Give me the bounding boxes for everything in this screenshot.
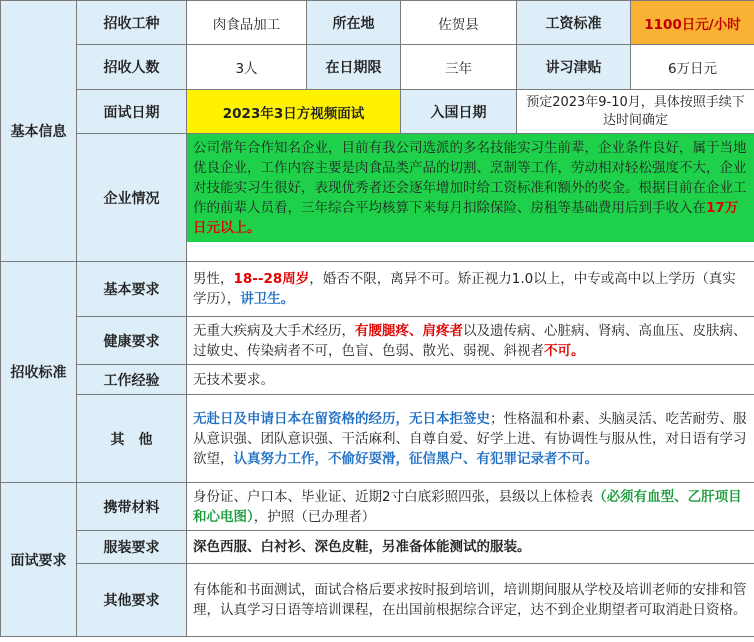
medical-items-note: （必须有血型、乙肝项目和心电图）: [193, 488, 742, 525]
dress-label: 服装要求: [77, 531, 187, 564]
count-label: 招收人数: [77, 45, 187, 90]
other-req-label: 其 他: [77, 395, 187, 483]
experience-label: 工作经验: [77, 365, 187, 395]
visa-history-note: 无赴日及申请日本在留资格的经历，无日本拒签史: [193, 410, 490, 427]
dress-text: 深色西服、白衬衫、深色皮鞋，另准备体能测试的服装。: [187, 531, 754, 564]
job-type-value: 肉食品加工: [187, 1, 307, 45]
other-req-text: 无赴日及申请日本在留资格的经历，无日本拒签史；性格温和朴素、头脑灵活、吃苦耐劳、服从意识强、团队意识强、干活麻利、自尊自爱、好学上进、有协调性与服从性，对日语有学习欲望，认真努力工作，不偷好耍滑，征信黑户、有犯罪记录者不可。: [187, 395, 754, 483]
entry-date-label: 入国日期: [401, 90, 517, 134]
interview-date-label: 面试日期: [77, 90, 187, 134]
allowance-label: 讲习津贴: [517, 45, 631, 90]
health-req-label: 健康要求: [77, 317, 187, 365]
job-type-label: 招收工种: [77, 1, 187, 45]
income-highlight: 17万日元以上。: [193, 200, 739, 236]
materials-text: 身份证、户口本、毕业证、近期2寸白底彩照四张，县级以上体检表（必须有血型、乙肝项目和心电图），护照（已办理者）: [187, 483, 754, 531]
basic-req-label: 基本要求: [77, 262, 187, 317]
term-value: 三年: [401, 45, 517, 90]
conduct-note: 认真努力工作，不偷好耍滑，征信黑户、有犯罪记录者不可。: [233, 450, 598, 467]
allowance-value: 6万日元: [631, 45, 754, 90]
company-label: 企业情况: [77, 134, 187, 262]
count-value: 3人: [187, 45, 307, 90]
pain-condition: 有腰腿疼、肩疼者: [355, 322, 463, 339]
experience-text: 无技术要求。: [187, 365, 754, 395]
section-interview-req: 面试要求: [1, 483, 77, 637]
section-basic-info: 基本信息: [1, 1, 77, 262]
section-recruit-standard: 招收标准: [1, 262, 77, 483]
location-label: 所在地: [307, 1, 401, 45]
interview-date-value: 2023年3日方视频面试: [187, 90, 401, 134]
wage-label: 工资标准: [517, 1, 631, 45]
age-range: 18--28周岁: [233, 271, 310, 287]
other-interview-label: 其他要求: [77, 564, 187, 637]
materials-label: 携带材料: [77, 483, 187, 531]
not-allowed: 不可。: [544, 342, 585, 359]
basic-req-text: 男性，18--28周岁，婚否不限，离异不可。矫正视力1.0以上，中专或高中以上学历（真实学历），讲卫生。: [187, 262, 754, 317]
wage-value: 1100日元/小时: [631, 1, 754, 45]
location-value: 佐贺县: [401, 1, 517, 45]
entry-date-value: 预定2023年9-10月，具体按照手续下达时间确定: [517, 90, 754, 134]
other-interview-text: 有体能和书面测试，面试合格后要求按时报到培训，培训期间服从学校及培训老师的安排和管理，认真学习日语等培训课程，在出国前根据综合评定，达不到企业期望者可取消赴日资格。: [187, 564, 754, 637]
term-label: 在日期限: [307, 45, 401, 90]
company-description: 公司常年合作知名企业，目前有我公司选派的多名技能实习生前辈，企业条件良好，属于当地优良企业，工作内容主要是肉食品类产品的切割、烹制等工作，劳动相对轻松强度不大，企业对技能实习生很好，表现优秀者还会逐年增加时给工资标准和额外的奖金。根据目前在企业工作的前辈人员看，三年综合平均核算下来每月扣除保险、房租等基础费用后到手收入在17万日元以上。: [187, 134, 754, 242]
hygiene-note: 讲卫生。: [240, 291, 295, 307]
health-req-text: 无重大疾病及大手术经历，有腰腿疼、肩疼者以及遗传病、心脏病、肾病、高血压、皮肤病、过敏史、传染病者不可，色盲、色弱、散光、弱视、斜视者不可。: [187, 317, 754, 365]
